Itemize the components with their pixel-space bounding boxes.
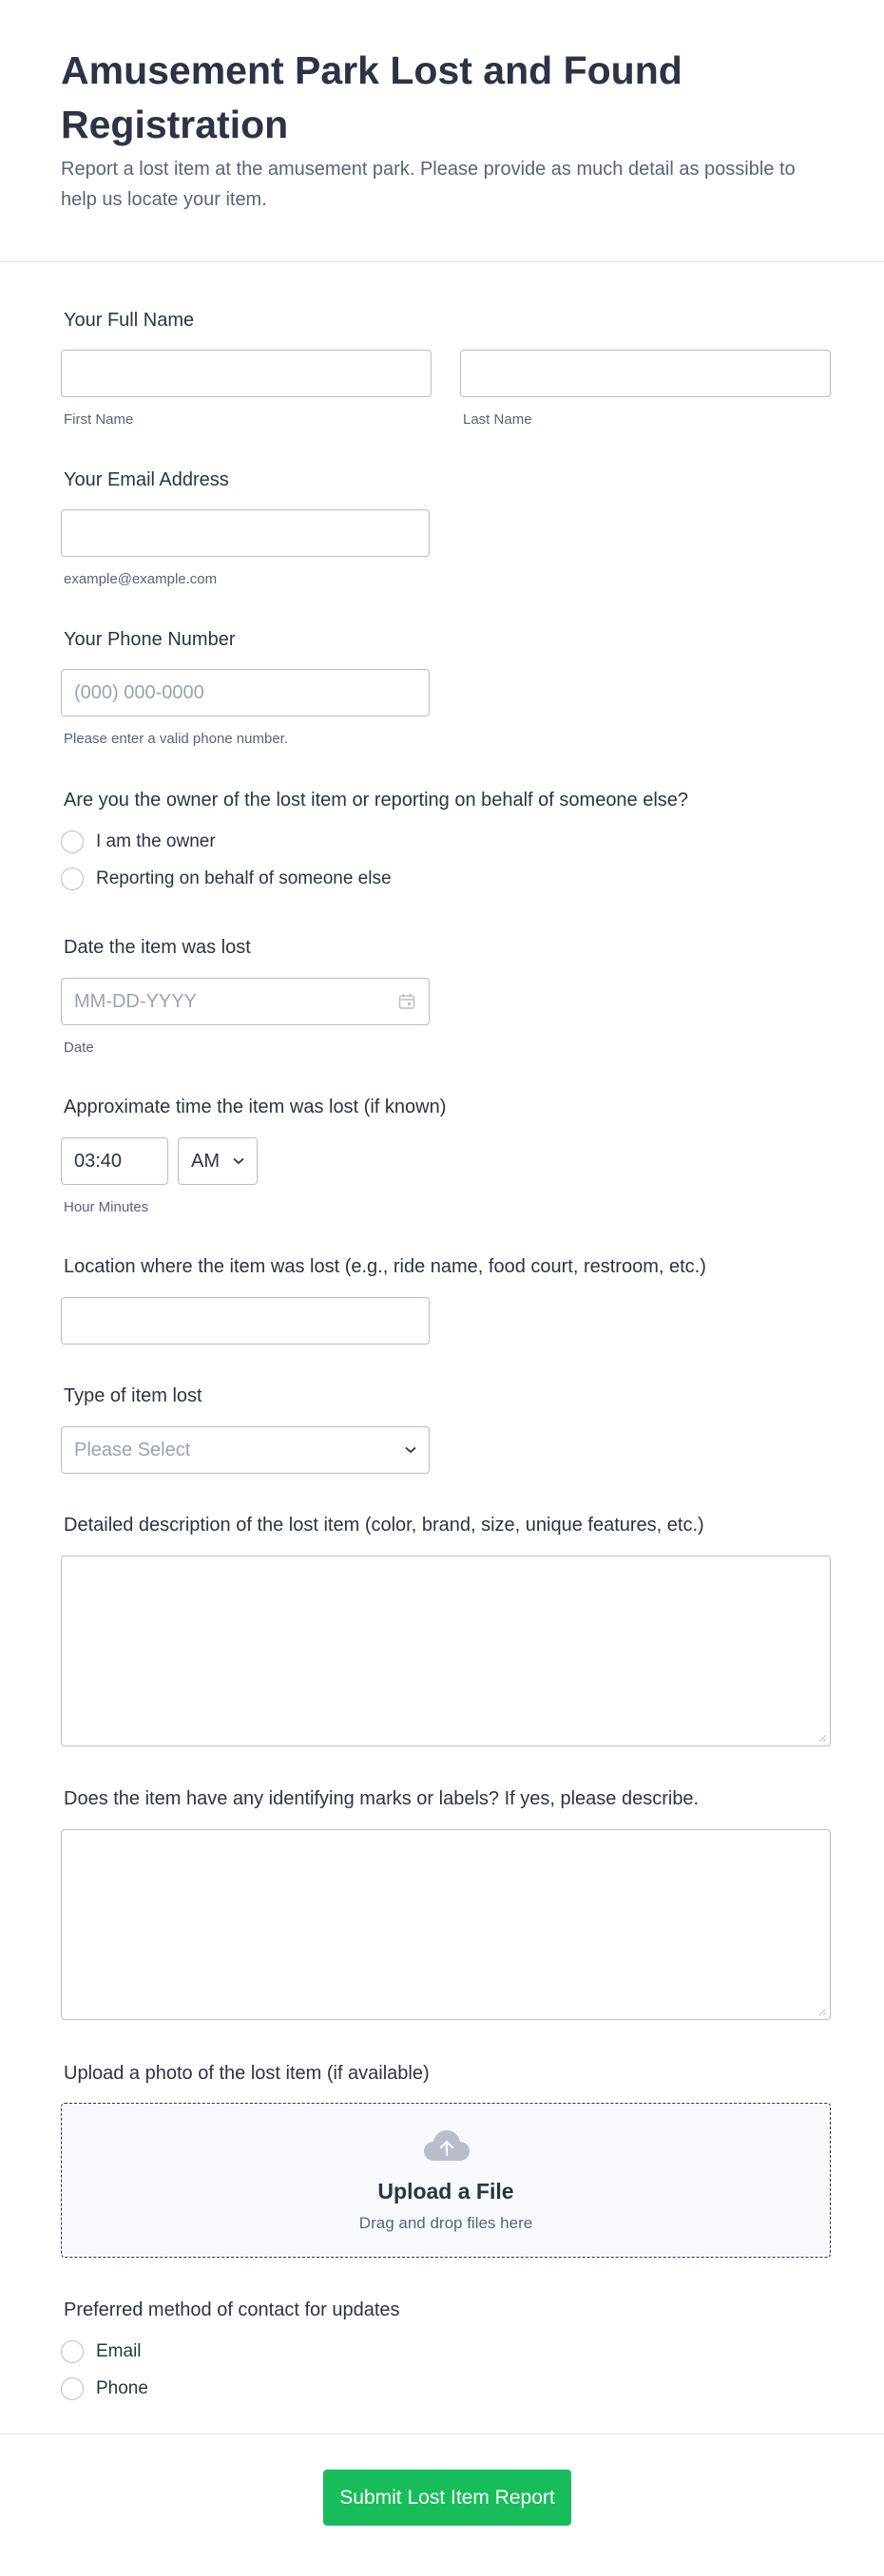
last-name-sublabel: Last Name (463, 411, 532, 428)
radio-circle[interactable] (61, 2340, 84, 2363)
radio-circle[interactable] (61, 2377, 84, 2400)
upload-label: Upload a photo of the lost item (if available) (64, 2063, 430, 2084)
radio-option-email[interactable] (61, 2338, 142, 2365)
location-label: Location where the item was lost (e.g., ride name, food court, restroom, etc.) (64, 1256, 706, 1277)
file-drop-zone[interactable] (61, 2103, 831, 2258)
time-input[interactable] (61, 1137, 168, 1185)
cloud-upload-icon (423, 2128, 471, 2163)
radio-option-label: Reporting on behalf of someone else (96, 868, 392, 888)
first-name-sublabel: First Name (64, 411, 134, 428)
radio-option-label: Phone (96, 2378, 148, 2398)
calendar-icon[interactable] (398, 993, 415, 1010)
email-sublabel: example@example.com (64, 571, 218, 587)
upload-hint: Drag and drop files here (358, 2214, 533, 2232)
date-sublabel: Date (64, 1040, 94, 1056)
radio-option-label: I am the owner (96, 831, 216, 851)
email-label: Your Email Address (64, 469, 229, 490)
resize-grip-icon[interactable] (817, 2007, 827, 2016)
marks-textarea[interactable] (61, 1829, 831, 2020)
form-header (0, 0, 884, 262)
time-label: Approximate time the item was lost (if known) (64, 1097, 447, 1117)
submit-button[interactable]: Submit Lost Item Report (323, 2470, 571, 2526)
date-label: Date the item was lost (64, 937, 251, 958)
last-name-input[interactable] (460, 350, 831, 397)
owner-question-label: Are you the owner of the lost item or reporting on behalf of someone else? (64, 790, 689, 811)
description-label: Detailed description of the lost item (color, brand, size, unique features, etc.) (64, 1515, 704, 1536)
ampm-value: AM (191, 1150, 220, 1172)
date-input[interactable] (61, 978, 430, 1025)
radio-circle[interactable] (61, 868, 84, 890)
phone-input[interactable] (61, 669, 430, 716)
description-textarea[interactable] (61, 1555, 831, 1746)
ampm-select[interactable] (178, 1137, 258, 1185)
chevron-down-icon (233, 1153, 244, 1170)
email-input[interactable] (61, 509, 430, 557)
form-subtitle: Report a lost item at the amusement park. Please provide as much detail as possible to help us locate your item. (61, 159, 796, 210)
item-type-selected: Please Select (74, 1439, 191, 1460)
radio-circle[interactable] (61, 830, 84, 853)
radio-option-label: Email (96, 2341, 142, 2361)
full-name-label: Your Full Name (64, 310, 195, 331)
upload-title: Upload a File (377, 2179, 514, 2204)
phone-sublabel: Please enter a valid phone number. (64, 731, 288, 747)
radio-option-phone[interactable] (61, 2376, 148, 2402)
phone-label: Your Phone Number (64, 629, 236, 650)
radio-option-owner[interactable] (61, 829, 216, 855)
chevron-down-icon (405, 1441, 416, 1459)
contact-method-label: Preferred method of contact for updates (64, 2299, 400, 2320)
item-type-label: Type of item lost (64, 1385, 202, 1406)
form-title: Amusement Park Lost and Found Registration (61, 48, 682, 146)
resize-grip-icon[interactable] (817, 1733, 827, 1743)
item-type-select[interactable] (61, 1426, 430, 1474)
first-name-input[interactable] (61, 350, 432, 397)
time-sublabel: Hour Minutes (64, 1199, 149, 1215)
radio-option-behalf[interactable] (61, 866, 392, 892)
location-input[interactable] (61, 1297, 430, 1345)
marks-label: Does the item have any identifying marks or labels? If yes, please describe. (64, 1788, 700, 1809)
